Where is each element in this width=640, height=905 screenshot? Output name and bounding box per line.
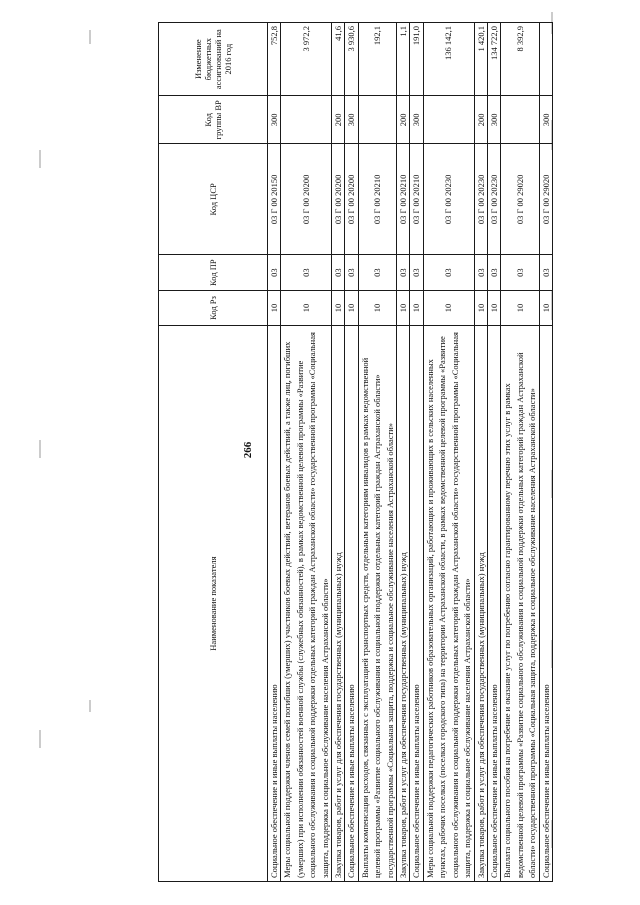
- row-csr: 03 Г 00 20210: [410, 144, 423, 255]
- row-pr: 03: [268, 255, 281, 290]
- table-row: [358, 23, 396, 882]
- row-vr: [281, 96, 332, 144]
- row-amount: 192,1: [358, 23, 396, 96]
- row-csr: 03 Г 00 20210: [358, 144, 396, 255]
- row-pr: 03: [410, 255, 423, 290]
- row-csr: 03 Г 00 20230: [474, 144, 487, 255]
- row-vr: 300: [268, 96, 281, 144]
- table-row: [410, 23, 423, 882]
- row-rz: 10: [268, 290, 281, 325]
- row-amount: 191,0: [410, 23, 423, 96]
- header-name: Наименование показателя: [159, 326, 268, 882]
- row-pr: 03: [474, 255, 487, 290]
- table-row: [487, 23, 500, 882]
- row-csr: 03 Г 00 20200: [281, 144, 332, 255]
- row-rz: 10: [345, 290, 358, 325]
- table-row: [397, 23, 410, 882]
- row-amount: 1 420,1: [474, 23, 487, 96]
- rotated-table-container: [158, 22, 638, 882]
- row-name: Социальное обеспечение и иные выплаты населению: [345, 326, 358, 882]
- row-csr: 03 Г 00 20200: [332, 144, 345, 255]
- table-row: [345, 23, 358, 882]
- row-csr: 03 Г 00 20210: [397, 144, 410, 255]
- row-rz: 10: [397, 290, 410, 325]
- row-name: Выплата социального пособия на погребение и оказание услуг по погребению согласно гарантированному перечню этих услуг в рамках ведомственной целевой программы «Развитие социального обслуживания и социальной поддержки отдельных категорий граждан Астраханской области» государственной программы «Социальная защита, поддержка и социальное обслуживание населения Астраханской области»: [501, 326, 539, 882]
- row-rz: 10: [487, 290, 500, 325]
- row-amount: 8 392,9: [501, 23, 539, 96]
- row-vr: 200: [332, 96, 345, 144]
- row-vr: [423, 96, 474, 144]
- row-name: Закупка товаров, работ и услуг для обеспечения государственных (муниципальных) нужд: [474, 326, 487, 882]
- table-row: [501, 23, 539, 882]
- row-vr: 200: [397, 96, 410, 144]
- row-rz: 10: [281, 290, 332, 325]
- row-name: Закупка товаров, работ и услуг для обеспечения государственных (муниципальных) нужд: [332, 326, 345, 882]
- page-number: 266: [242, 441, 254, 459]
- header-rz: Код Рз: [159, 290, 268, 325]
- row-vr: 300: [539, 96, 552, 144]
- row-vr: [358, 96, 396, 144]
- row-rz: 10: [539, 290, 552, 325]
- table-row: [281, 23, 332, 882]
- table-row: [474, 23, 487, 882]
- row-vr: 300: [345, 96, 358, 144]
- row-pr: 03: [487, 255, 500, 290]
- row-vr: 300: [487, 96, 500, 144]
- table-row: [332, 23, 345, 882]
- row-name: Выплаты компенсации расходов, связанных с эксплуатацией транспортных средств, отдельным категориям инвалидов в рамках ведомственной целевой программы «Развитие социального обслуживания и социальной поддержки отдельных категорий граждан Астраханской области» государственной программы «Социальная защита, поддержка и социальное обслуживание населения Астраханской области»: [358, 326, 396, 882]
- row-rz: 10: [332, 290, 345, 325]
- table-row: [539, 23, 552, 882]
- row-rz: 10: [501, 290, 539, 325]
- row-pr: 03: [332, 255, 345, 290]
- row-pr: 03: [501, 255, 539, 290]
- row-name: Социальное обеспечение и иные выплаты населению: [539, 326, 552, 882]
- row-vr: 300: [410, 96, 423, 144]
- row-amount: 752,8: [268, 23, 281, 96]
- row-vr: [501, 96, 539, 144]
- row-pr: 03: [397, 255, 410, 290]
- table-row: [423, 23, 474, 882]
- row-amount: 134 722,0: [487, 23, 500, 96]
- row-name: Социальное обеспечение и иные выплаты населению: [410, 326, 423, 882]
- row-pr: 03: [358, 255, 396, 290]
- row-vr: 200: [474, 96, 487, 144]
- row-pr: 03: [423, 255, 474, 290]
- row-amount: 41,6: [332, 23, 345, 96]
- row-amount: 3 930,6: [345, 23, 358, 96]
- row-amount: 1,1: [397, 23, 410, 96]
- row-pr: 03: [345, 255, 358, 290]
- row-name: Социальное обеспечение и иные выплаты населению: [268, 326, 281, 882]
- row-csr: 03 Г 00 20150: [268, 144, 281, 255]
- row-amount: [539, 23, 552, 96]
- budget-table: [158, 22, 553, 882]
- row-rz: 10: [410, 290, 423, 325]
- header-amount: Изменение бюджетных ассигнований на 2016 год: [159, 23, 268, 96]
- row-csr: 03 Г 00 20200: [345, 144, 358, 255]
- row-csr: 03 Г 00 29020: [501, 144, 539, 255]
- row-pr: 03: [539, 255, 552, 290]
- table-row: [268, 23, 281, 882]
- header-vr: Код группы ВР: [159, 96, 268, 144]
- table-header-row: [159, 23, 268, 882]
- row-name: Меры социальной поддержки педагогических работников образовательных организаций, работающих и проживающих в сельских населенных пунктах, рабочих поселках (поселках городского типа) на территории Астраханской области, в рамках ведомственной целевой программы «Развитие социального обслуживания и социальной поддержки отдельных категорий граждан Астраханской области» государственной программы «Социальная защита, поддержка и социальное обслуживание населения Астраханской области»: [423, 326, 474, 882]
- row-amount: 136 142,1: [423, 23, 474, 96]
- header-pr: Код ПР: [159, 255, 268, 290]
- row-amount: 3 972,2: [281, 23, 332, 96]
- row-csr: 03 Г 00 20230: [487, 144, 500, 255]
- row-rz: 10: [474, 290, 487, 325]
- header-csr: Код ЦСР: [159, 144, 268, 255]
- row-name: Социальное обеспечение и иные выплаты населению: [487, 326, 500, 882]
- row-name: Закупка товаров, работ и услуг для обеспечения государственных (муниципальных) нужд: [397, 326, 410, 882]
- row-csr: 03 Г 00 20230: [423, 144, 474, 255]
- row-pr: 03: [281, 255, 332, 290]
- row-name: Меры социальной поддержки членов семей погибших (умерших) участников боевых действий, ветеранов боевых действий, а также лиц, погибших (умерших) при исполнении обязанностей военной службы (служебных обязанностей), в рамках ведомственной целевой программы «Развитие социального обслуживания и социальной поддержки отдельных категорий граждан Астраханской области» государственной программы «Социальная защита, поддержка и социальное обслуживание населения Астраханской области»: [281, 326, 332, 882]
- row-rz: 10: [358, 290, 396, 325]
- row-rz: 10: [423, 290, 474, 325]
- row-csr: 03 Г 00 29020: [539, 144, 552, 255]
